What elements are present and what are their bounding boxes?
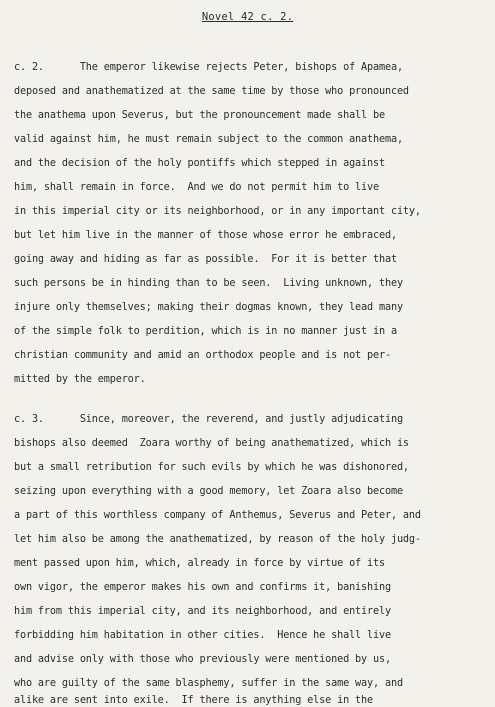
text-line: injure only themselves; making their dogmas known, they lead many <box>14 302 403 313</box>
text-line: going away and hiding as far as possible. For it is better that <box>14 254 397 265</box>
text-line: valid against him, he must remain subject to the common anathema, <box>14 134 403 145</box>
text-line: ment passed upon him, which, already in force by virtue of its <box>14 558 385 569</box>
text-line: seizing upon everything with a good memory, let Zoara also become <box>14 486 403 497</box>
text-line: christian community and amid an orthodox people and is not per- <box>14 350 391 361</box>
text-line: a part of this worthless company of Anthemus, Severus and Peter, and <box>14 510 421 521</box>
text-line: him from this imperial city, and its neighborhood, and entirely <box>14 606 391 617</box>
text-line: deposed and anathematized at the same time by those who pronounced <box>14 86 409 97</box>
text-line: let him also be among the anathematized, by reason of the holy judg- <box>14 534 421 545</box>
text-line: the anathema upon Severus, but the pronouncement made shall be <box>14 110 385 121</box>
text-line: of the simple folk to perdition, which is in no manner just in a <box>14 326 397 337</box>
text-line: alike are sent into exile. If there is anything else in the <box>14 695 374 706</box>
text-line: forbidding him habitation in other cities. Hence he shall live <box>14 630 391 641</box>
text-line: but a small retribution for such evils by which he was dishonored, <box>14 462 409 473</box>
text-line: bishops also deemed Zoara worthy of being anathematized, which is <box>14 438 409 449</box>
page-title: Novel 42 c. 2. <box>201 11 294 23</box>
text-line: in this imperial city or its neighborhood, or in any important city, <box>14 206 421 217</box>
text-line: and advise only with those who previously were mentioned by us, <box>14 654 391 665</box>
text-line: but let him live in the manner of those whose error he embraced, <box>14 230 397 241</box>
text-line: own vigor, the emperor makes his own and confirms it, banishing <box>14 582 391 593</box>
text-line: c. 2. The emperor likewise rejects Peter, bishops of Apamea, <box>14 62 403 73</box>
text-line: c. 3. Since, moreover, the reverend, and justly adjudicating <box>14 414 403 425</box>
text-line: him, shall remain in force. And we do not permit him to live <box>14 182 379 193</box>
text-line: who are guilty of the same blasphemy, suffer in the same way, and <box>14 678 403 689</box>
text-line: mitted by the emperor. <box>14 374 146 385</box>
text-line: such persons be in hinding than to be seen. Living unknown, they <box>14 278 403 289</box>
text-line: and the decision of the holy pontiffs which stepped in against <box>14 158 385 169</box>
